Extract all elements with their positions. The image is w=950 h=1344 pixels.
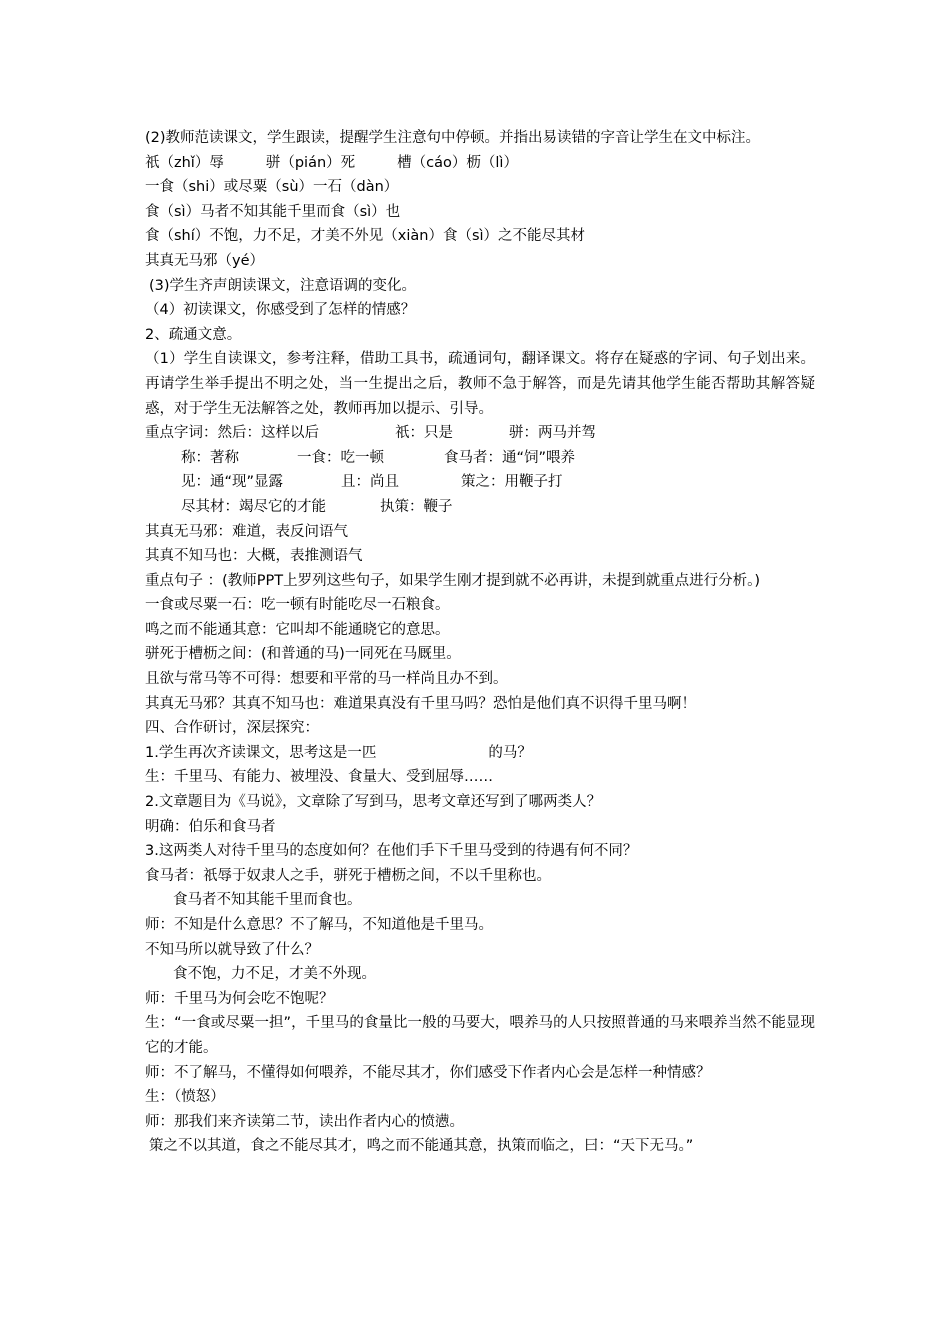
classical-quote: 策之不以其道，食之不能尽其才，鸣之而不能通其意，执策而临之，曰：“天下无马。” — [149, 1138, 694, 1155]
vocab-ranhou: 重点字词：然后：这样以后 — [145, 425, 319, 442]
pronunciation-pian: 骈（pián）死 — [265, 154, 356, 171]
pronunciation-line-4: 食（shí）不饱，力不足，才美不外见（xiàn）食（sì）之不能尽其材 — [145, 228, 586, 245]
key-sentence-4: 且欲与常马等不可得：想要和平常的马一样尚且办不到。 — [145, 671, 508, 688]
vocab-pian: 骈：两马并驾 — [509, 425, 596, 442]
dialog-line-1: 食马者：祇辱于奴隶人之手，骈死于槽枥之间，不以千里称也。 — [145, 867, 551, 884]
dialog-line-2: 食马者不知其能千里而食也。 — [173, 892, 362, 909]
dialog-line-7: 生：“一食或尽粟一担”，千里马的食量比一般的马要大，喂养马的人只按照普通的马来喂养当然不能显现它的才能。 — [145, 1015, 815, 1056]
question-1-end: 的马？ — [488, 744, 532, 761]
vocab-yishi: 一食：吃一顿 — [297, 449, 384, 466]
pronunciation-line-1 — [145, 151, 815, 176]
section-heading-2: 2、疏通文意。 — [145, 326, 242, 343]
step-3: (3)学生齐声朗读课文，注意语调的变化。 — [149, 277, 417, 294]
dialog-line-6: 师：千里马为何会吃不饱呢？ — [145, 990, 334, 1007]
vocab-row-4 — [145, 495, 815, 520]
vocab-zhi: 祇：只是 — [395, 425, 453, 442]
vocab-qie: 且：尚且 — [341, 474, 400, 491]
dialog-line-5: 食不饱，力不足，才美不外现。 — [173, 966, 376, 983]
question-2: 2.文章题目为《马说》，文章除了写到马，思考文章还写到了哪两类人？ — [145, 794, 602, 811]
section-heading-4: 四、合作研讨，深层探究： — [145, 720, 319, 737]
vocab-row-1 — [145, 421, 815, 446]
paragraph-self-study: （1）学生自读课文，参考注释，借助工具书，疏通词句，翻译课文。将存在疑惑的字词、句子划出来。再请学生举手提出不明之处，当一生提出之后，教师不急于解答，而是先请其他学生能否帮助其解答疑惑，对于学生无法解答之处，教师再加以提示、引导。 — [145, 351, 815, 417]
vocab-row-3 — [145, 470, 815, 495]
question-1-start: 1.学生再次齐读课文，思考这是一匹 — [145, 744, 377, 761]
pronunciation-line-2: 一食（shi）或尽粟（sù）一石（dàn） — [145, 179, 399, 196]
key-sentence-3: 骈死于槽枥之间：(和普通的马)一同死在马厩里。 — [145, 646, 461, 663]
vocab-zhice: 执策：鞭子 — [380, 498, 453, 515]
vocab-simazhe: 食马者：通“饲”喂养 — [444, 449, 576, 466]
key-sentence-5: 其真无马邪？其真不知马也：难道果真没有千里马吗？恐怕是他们真不识得千里马啊！ — [145, 695, 696, 712]
question-3: 3.这两类人对待千里马的态度如何？在他们手下千里马受到的待遇有何不同？ — [145, 843, 638, 860]
question-1 — [145, 741, 815, 766]
dialog-line-3: 师：不知是什么意思？不了解马，不知道他是千里马。 — [145, 917, 493, 933]
paragraph-read-aloud: (2)教师范读课文，学生跟读，提醒学生注意句中停顿。并指出易读错的字音让学生在文中标注。 — [145, 130, 761, 146]
key-sentence-2: 鸣之而不能通其意：它叫却不能通晓它的意思。 — [145, 621, 450, 638]
document-body — [145, 126, 815, 1159]
dialog-line-10: 师：那我们来齐读第二节，读出作者内心的愤懑。 — [145, 1113, 464, 1130]
answer-2: 明确：伯乐和食马者 — [145, 818, 276, 835]
pronunciation-zhi: 祇（zhǐ）辱 — [145, 154, 224, 171]
vocab-cezhi: 策之：用鞭子打 — [461, 474, 563, 491]
pronunciation-line-5: 其真无马邪（yé） — [145, 252, 265, 269]
vocab-row-6: 其真不知马也：大概，表推测语气 — [145, 548, 363, 565]
vocab-row-5: 其真无马邪：难道，表反问语气 — [145, 523, 348, 540]
key-sentence-1: 一食或尽粟一石：吃一顿有时能吃尽一石粮食。 — [145, 597, 450, 614]
dialog-line-9: 生：（愤怒） — [145, 1089, 225, 1106]
answer-1: 生：千里马、有能力、被埋没、食量大、受到屈辱…… — [145, 769, 493, 786]
vocab-jinqicai: 尽其材：竭尽它的才能 — [181, 498, 326, 515]
key-sentences-intro: 重点句子 ：(教师PPT上罗列这些句子，如果学生刚才提到就不必再讲，未提到就重点进行分析。) — [145, 572, 761, 589]
pronunciation-cao-li: 槽（cáo）枥（lì） — [397, 154, 518, 171]
pronunciation-line-3: 食（sì）马者不知其能千里而食（sì）也 — [145, 203, 401, 220]
vocab-row-2 — [145, 446, 815, 471]
dialog-line-4: 不知马所以就导致了什么？ — [145, 941, 319, 958]
step-4: （4）初读课文，你感受到了怎样的情感？ — [145, 302, 416, 319]
dialog-line-8: 师：不了解马，不懂得如何喂养，不能尽其才，你们感受下作者内心会是怎样一种情感？ — [145, 1064, 711, 1081]
vocab-cheng: 称：著称 — [181, 449, 239, 466]
vocab-xian: 见：通“现”显露 — [181, 474, 284, 491]
